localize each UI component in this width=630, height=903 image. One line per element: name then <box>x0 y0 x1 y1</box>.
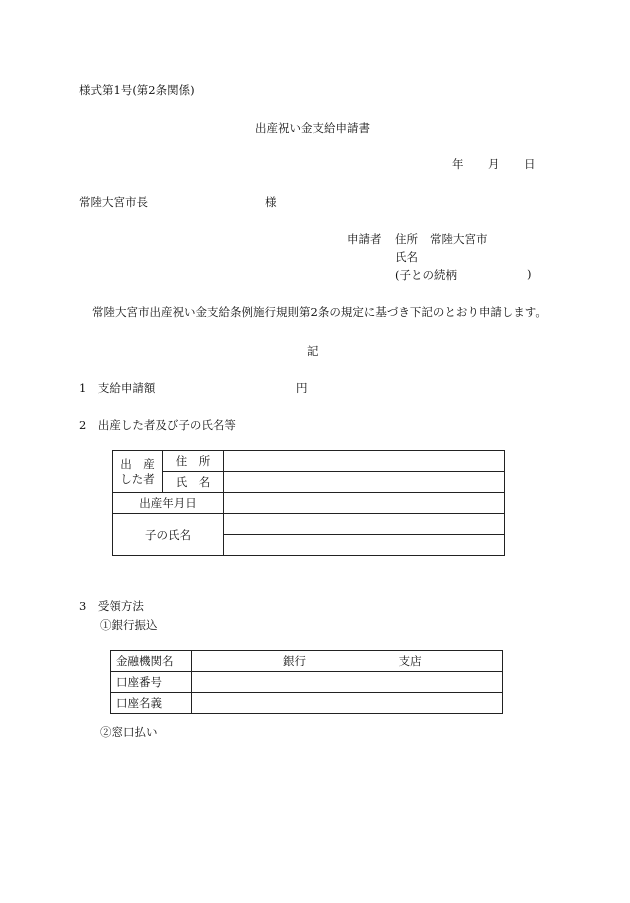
birth-person-address-cell <box>224 451 505 472</box>
date-year-label: 年 <box>452 157 464 171</box>
birth-date-label: 出産年月日 <box>113 493 224 514</box>
institution-cell <box>192 651 503 672</box>
applicant-relation-open: (子との続柄 <box>395 268 457 282</box>
child-name-cell-1 <box>224 514 505 535</box>
table-row <box>113 472 505 493</box>
table-row <box>111 672 503 693</box>
section1-label: 1 支給申請額 <box>79 381 156 395</box>
bank-suffix: 銀行 <box>283 654 306 668</box>
applicant-name-label: 氏名 <box>395 250 418 264</box>
applicant-address-value: 常陸大宮市 <box>430 232 488 246</box>
account-name-label: 口座名義 <box>111 693 192 714</box>
child-name-cell-2 <box>224 535 505 556</box>
account-number-cell <box>192 672 503 693</box>
table-row <box>111 693 503 714</box>
form-number: 様式第1号(第2条関係) <box>79 83 195 97</box>
page-title: 出産祝い金支給申請書 <box>255 121 370 135</box>
applicant-relation-close: ) <box>527 267 532 281</box>
section3-option2: ②窓口払い <box>100 725 158 739</box>
addressee-name: 常陸大宮市長 <box>79 195 148 209</box>
section2-label: 2 出産した者及び子の氏名等 <box>79 418 236 432</box>
applicant-address-label: 住所 <box>395 232 418 246</box>
table-row <box>111 651 503 672</box>
child-name-label: 子の氏名 <box>113 514 224 556</box>
account-name-cell <box>192 693 503 714</box>
section3-label: 3 受領方法 <box>79 599 144 613</box>
date-day-label: 日 <box>524 157 536 171</box>
birth-date-cell <box>224 493 505 514</box>
birth-person-header: 出 産 した者 <box>113 451 163 493</box>
bank-info-table <box>110 650 503 714</box>
table-row <box>113 493 505 514</box>
ki-label: 記 <box>307 344 319 358</box>
date-month-label: 月 <box>488 157 500 171</box>
institution-label: 金融機関名 <box>111 651 192 672</box>
section3-option1: ①銀行振込 <box>100 618 158 632</box>
section1-unit: 円 <box>296 381 308 395</box>
body-text: 常陸大宮市出産祝い金支給条例施行規則第2条の規定に基づき下記のとおり申請します。 <box>92 305 547 319</box>
birth-person-address-label: 住 所 <box>163 451 224 472</box>
table-row <box>113 451 505 472</box>
birth-person-name-cell <box>224 472 505 493</box>
birth-person-name-label: 氏 名 <box>163 472 224 493</box>
branch-suffix: 支店 <box>398 654 422 668</box>
applicant-label: 申請者 <box>347 232 382 246</box>
birth-info-table <box>112 450 505 556</box>
table-row <box>113 514 505 535</box>
addressee-honorific: 様 <box>265 195 277 209</box>
account-number-label: 口座番号 <box>111 672 192 693</box>
